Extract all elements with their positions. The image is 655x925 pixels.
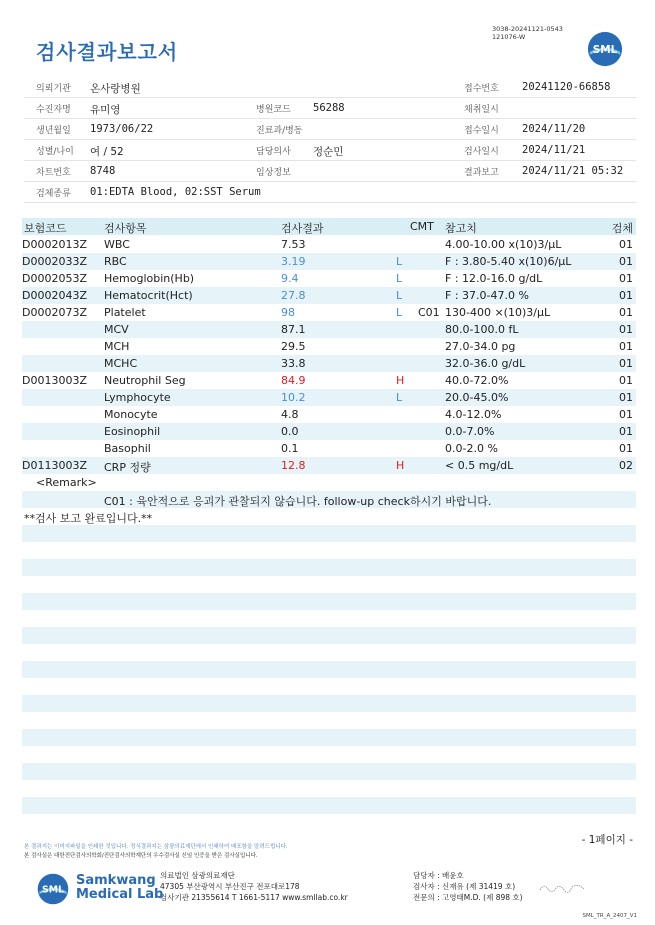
blank-line: [22, 627, 636, 644]
cell-reference: F : 37.0-47.0 %: [445, 289, 529, 302]
info-row-specimen: [24, 182, 636, 203]
cell-test-name: MCV: [104, 323, 129, 336]
cell-result: 9.4: [281, 272, 299, 285]
cell-flag: H: [396, 459, 405, 472]
cell-result: 12.8: [281, 459, 306, 472]
cell-code: D0002033Z: [22, 255, 87, 268]
cell-specimen: 01: [619, 340, 633, 353]
birth-value: 1973/06/22: [90, 123, 154, 135]
cell-reference: 32.0-36.0 g/dL: [445, 357, 526, 370]
blank-line: [22, 559, 636, 576]
chart-label: 차트번호: [36, 168, 71, 178]
cell-specimen: 01: [619, 255, 633, 268]
cell-specimen: 01: [619, 289, 633, 302]
column-spec: 검체: [611, 222, 633, 235]
collect-date-label: 채취일시: [464, 105, 499, 115]
cell-result: 27.8: [281, 289, 306, 302]
remark-row: [22, 491, 636, 508]
blank-line: [22, 525, 636, 542]
cell-code: D0002043Z: [22, 289, 87, 302]
page-title: 검사결과보고서: [36, 40, 179, 64]
cell-reference: 130-400 ×(10)3/μL: [445, 306, 551, 319]
cell-reference: 40.0-72.0%: [445, 374, 509, 387]
cell-result: 98: [281, 306, 295, 319]
org-contact: 검사기관 21355614 T 1661-5117 www.smllab.co.kr: [160, 893, 348, 902]
cell-reference: 20.0-45.0%: [445, 391, 509, 404]
form-code: SML_TR_A_2407_V1: [582, 913, 637, 919]
receipt-date-label: 접수일시: [464, 126, 499, 136]
clinical-label: 임상정보: [256, 168, 291, 178]
table-row: [22, 338, 636, 355]
test-date-value: 2024/11/21: [522, 144, 586, 156]
table-row: [22, 270, 636, 287]
cell-result: 7.53: [281, 238, 306, 251]
receipt-date-value: 2024/11/20: [522, 123, 586, 135]
table-row: [22, 355, 636, 372]
column-result: 검사결과: [281, 222, 324, 235]
patient-label: 수진자명: [36, 105, 71, 115]
staff-manager: 담당자 : 배윤호: [413, 871, 464, 880]
cell-test-name: RBC: [104, 255, 127, 268]
cell-result: 87.1: [281, 323, 306, 336]
cell-result: 0.1: [281, 442, 299, 455]
birth-label: 생년월일: [36, 126, 71, 136]
sml-logo-icon: [586, 30, 624, 68]
cell-test-name: WBC: [104, 238, 130, 251]
blank-line: [22, 695, 636, 712]
cell-result: 3.19: [281, 255, 306, 268]
specimen-label: 검체종류: [36, 189, 71, 199]
cell-flag: L: [396, 289, 403, 302]
cell-result: 84.9: [281, 374, 306, 387]
chart-value: 8748: [90, 165, 116, 177]
cell-result: 4.8: [281, 408, 299, 421]
blank-line: [22, 797, 636, 814]
complete-text: **검사 보고 완료입니다.**: [24, 512, 153, 525]
sex-age-value: 여 / 52: [90, 146, 124, 158]
table-row: [22, 389, 636, 406]
signature-image: [538, 881, 588, 895]
cell-reference: 4.0-12.0%: [445, 408, 502, 421]
document-id-line-1: 3038-20241121-0543: [492, 25, 563, 33]
table-row: [22, 423, 636, 440]
cell-reference: F : 12.0-16.0 g/dL: [445, 272, 543, 285]
cell-reference: 80.0-100.0 fL: [445, 323, 519, 336]
cell-flag: L: [396, 255, 403, 268]
blank-line: [22, 763, 636, 780]
cell-flag: L: [396, 306, 403, 319]
dept-label: 진료과/병동: [256, 126, 303, 136]
cell-test-name: Eosinophil: [104, 425, 161, 438]
blank-line: [22, 729, 636, 746]
cell-cmt: C01: [418, 306, 440, 319]
cell-specimen: 01: [619, 442, 633, 455]
cell-reference: 27.0-34.0 pg: [445, 340, 516, 353]
cell-specimen: 01: [619, 425, 633, 438]
cell-specimen: 01: [619, 357, 633, 370]
org-address: 47305 부산광역시 부산진구 전포대로178: [160, 882, 300, 891]
report-date-value: 2024/11/21 05:32: [522, 165, 624, 177]
cell-result: 0.0: [281, 425, 299, 438]
receipt-no-value: 20241120-66858: [522, 81, 611, 93]
cell-test-name: CRP 정량: [104, 461, 151, 474]
sex-age-label: 성별/나이: [36, 147, 74, 157]
cell-test-name: Lymphocyte: [104, 391, 171, 404]
cell-specimen: 02: [619, 459, 633, 472]
cell-reference: F : 3.80-5.40 x(10)6/μL: [445, 255, 572, 268]
column-code: 보험코드: [24, 222, 67, 235]
column-cmt: CMT: [410, 220, 434, 233]
blank-line: [22, 661, 636, 678]
cell-code: D0013003Z: [22, 374, 87, 387]
cell-code: D0002013Z: [22, 238, 87, 251]
table-row: [22, 457, 636, 474]
cell-test-name: Hematocrit(Hct): [104, 289, 193, 302]
cell-test-name: MCH: [104, 340, 130, 353]
remark-label-row: [22, 474, 636, 491]
remark-text: C01 : 육안적으로 응괴가 관찰되지 않습니다. follow-up check하시기 바랍니다.: [104, 495, 492, 508]
document-id-line-2: 121076-W: [492, 33, 526, 41]
page-number: - 1페이지 -: [581, 834, 633, 846]
table-row: [22, 304, 636, 321]
blank-line: [22, 593, 636, 610]
info-row-birth: [24, 119, 636, 140]
table-row: [22, 321, 636, 338]
cell-reference: 0.0-7.0%: [445, 425, 495, 438]
column-ref: 참고치: [445, 222, 477, 235]
table-row: [22, 440, 636, 457]
cell-specimen: 01: [619, 408, 633, 421]
cell-specimen: 01: [619, 306, 633, 319]
cell-specimen: 01: [619, 323, 633, 336]
cell-code: D0002073Z: [22, 306, 87, 319]
report-date-label: 결과보고: [464, 168, 499, 178]
cell-reference: < 0.5 mg/dL: [445, 459, 514, 472]
info-row-patient: [24, 98, 636, 119]
cell-reference: 4.00-10.00 x(10)3/μL: [445, 238, 562, 251]
cell-result: 10.2: [281, 391, 306, 404]
staff-specialist: 전문의 : 고영태M.D. (제 898 호): [413, 893, 523, 902]
cell-specimen: 01: [619, 374, 633, 387]
info-row-sex-age: [24, 140, 636, 161]
svg-text:SML: SML: [592, 43, 618, 56]
table-row: [22, 253, 636, 270]
staff-tester: 검사자 : 신재유 (제 31419 호): [413, 882, 516, 891]
cell-code: D0113003Z: [22, 459, 87, 472]
column-name: 검사항목: [104, 222, 147, 235]
doctor-value: 정순민: [313, 146, 344, 158]
cell-test-name: MCHC: [104, 357, 138, 370]
cell-flag: L: [396, 391, 403, 404]
cell-test-name: Basophil: [104, 442, 151, 455]
brand-line-2: Medical Lab: [76, 887, 164, 902]
notice-line-1: 본 결과지는 이미지파일을 인쇄한 것입니다. 정식결과지는 삼광의료재단에서 인쇄하여 배포함을 알려드립니다.: [24, 844, 288, 850]
cell-specimen: 01: [619, 272, 633, 285]
cell-flag: H: [396, 374, 405, 387]
doctor-label: 담당의사: [256, 147, 291, 157]
cell-flag: L: [396, 272, 403, 285]
org-info: [160, 870, 348, 903]
test-date-label: 검사일시: [464, 147, 499, 157]
org-name: 의료법인 삼광의료재단: [160, 871, 235, 880]
sml-footer-logo-icon: [36, 872, 70, 906]
hospital-code-label: 병원코드: [256, 105, 291, 115]
table-row: [22, 236, 636, 253]
cell-test-name: Hemoglobin(Hb): [104, 272, 195, 285]
info-row-hospital: [24, 77, 636, 98]
specimen-value: 01:EDTA Blood, 02:SST Serum: [90, 186, 261, 198]
cell-code: D0002053Z: [22, 272, 87, 285]
table-row: [22, 406, 636, 423]
info-row-chart: [24, 161, 636, 182]
brand-name: [76, 874, 163, 902]
notice-line-2: 본 검사실은 대한진단검사의학회/진단검사의학재단의 우수검사실 신임 인증을 받은 검사실입니다.: [24, 853, 258, 859]
hospital-label: 의뢰기관: [36, 84, 71, 94]
patient-info: [24, 77, 636, 203]
cell-result: 29.5: [281, 340, 306, 353]
cell-test-name: Neutrophil Seg: [104, 374, 186, 387]
table-row: [22, 372, 636, 389]
cell-reference: 0.0-2.0 %: [445, 442, 498, 455]
hospital-code-value: 56288: [313, 102, 345, 114]
results-table-header: [22, 218, 636, 235]
cell-specimen: 01: [619, 391, 633, 404]
document-id: [492, 25, 563, 41]
cell-test-name: Monocyte: [104, 408, 158, 421]
results-table: [22, 236, 636, 474]
table-row: [22, 287, 636, 304]
svg-text:SML: SML: [42, 884, 64, 896]
hospital-value: 온사랑병원: [90, 83, 141, 95]
patient-value: 유미영: [90, 104, 121, 116]
cell-specimen: 01: [619, 238, 633, 251]
brand-line-1: Samkwang: [76, 873, 156, 888]
complete-row: [22, 508, 636, 525]
receipt-no-label: 접수번호: [464, 84, 499, 94]
cell-test-name: Platelet: [104, 306, 146, 319]
cell-result: 33.8: [281, 357, 306, 370]
staff-info: [413, 870, 523, 903]
remark-label: <Remark>: [36, 476, 97, 489]
